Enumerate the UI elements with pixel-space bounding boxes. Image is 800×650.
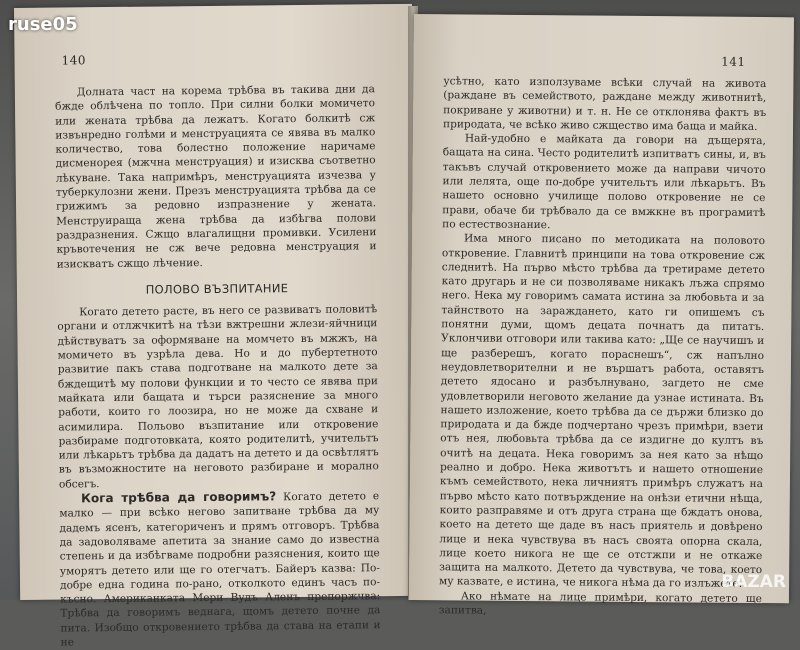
right-page-text (439, 74, 767, 620)
left-page-text (55, 82, 381, 650)
run-in-question: Кога трѣбва да говоримъ? (81, 489, 277, 506)
section-heading: ПОЛОВО ВЪЗПИТАНИЕ (145, 281, 289, 297)
paragraph-who-talks: Най-удобно е майката да говори на дъщерята, бащата на сина. Често родителитѣ изпитватъ сины, и, въ такъвъ случай откровението може да направи чичото или лелята, още по-добре учительтъ или лѣкарьтъ. Въ нашето основно училище полово откровение не се прави, обаче би трѣбвало да се вмжкне въ програмитѣ по естествознание. (442, 132, 766, 232)
paragraph-when-to-talk (59, 488, 381, 650)
watermark-bottom: BAZAR (721, 572, 786, 592)
paragraph-no-examples: Ако нѣмате на лице примѣри, когато детето ще запитва, (438, 590, 762, 617)
watermark-top: ruse05 (8, 14, 78, 35)
paragraph-when-to-talk-body: Когато детето е малко — при всѣко негово запитване трѣбва да му дадемъ ясенъ, категориченъ и прямъ отговоръ. Трѣбва да задоволяваме апетита за знание само до известна степень и да избѣгваме подробни разяснения, които ще уморятъ детето или ще го отегчатъ. Байеръ казва: По-добре една година по-рано, отколкото единъ часъ по-късно. Американката Мери Вудъ Аленъ препоржчва: Трѣбва да говоримъ веднага, щомъ детето почне да пита. Изобщо откровението трѣбва да става на етапи и не (59, 490, 381, 649)
paragraph-sex-education: Когато детето расте, въ него се развиватъ половитѣ органи и отлжчкитѣ на тѣзи вжтрешни жлези-яйчници дѣйствуватъ за оформяване на момчето въ мжжъ, на момичето въ узрѣла дева. Но и до пубертетното развитие пакъ става подготване на малкото дете за бждещитѣ му полови функции и то често се явява при майката или бащата и търси разяснение за много работи, които го лоозира, но не може да схване и асимилира. Польово възпитание или откровение разбираме подготовката, която родителитѣ, учительтъ или лѣкарьтъ трѣбва да дадатъ на детето и да освѣтлятъ въ възможностите на неговото разбиране и морално обсегъ. (57, 303, 379, 491)
paragraph-continuation: усѣтно, като използуваме всѣки случай на живота (раждане въ семейството, раждане между животнитѣ, покриване у животни) и т. н. Не се отклонява фактъ въ природата, че всѣко живо сжщество има баща и майка. (442, 75, 767, 133)
paragraph-menstruation: Долната част на корема трѣбва въ такива дни да бжде облѣчена по топло. При силни болки момичето или жената трѣбва да лежатъ. Когато болкитѣ сж извънредно голѣми и менструацията се явява въ малко количество, това болестно положение наричаме дисменорея (мжчна менструация) и изисква съответно лѣкуване. Така напримѣръ, менструацията изчезва у туберкулозни жени. Презъ менструацията трѣбва да се грижимъ за редовно изпразнение у жената. Менструираща жена трѣбва да избѣгва полови раздразнения. Сжщо влагалищни промивки. Усилени кръвотечения не сж вече редовна менструация и изискватъ сжщо лѣчение. (54, 83, 377, 271)
right-page (409, 14, 794, 617)
left-page (14, 4, 418, 649)
page-number-left: 140 (61, 53, 87, 68)
page-number-right: 141 (721, 54, 746, 69)
paragraph-methodology: Има много писано по методиката на половото откровение. Главнитѣ принципи на това откровение сж следнитѣ. На първо мѣсто трѣбва да третираме детето като другарь и не си позволяваме никакъ лъжа спрямо него. Нека му говоримъ самата истина за любовьта и за тайнството на зараждането, като ги опишемъ съ понятни думи, щомъ децата почнатъ да питатъ. Уклончиви отговори или такива като: „Ще се научишъ и ще разберешъ, когато пораснешъ“, сж напълно неудовлетворителни и не вършатъ работа, оставятъ детето ядосано и разбълнувано, загдето не сме удовлетворили неговото желание да узнае истината. Въ нашето изложение, което трѣбва да се държи близко до природата и да бжде подчертано чрезъ примѣри, взети отъ нея, любовьта трѣбва да се издигне до култъ въ очитѣ на децата. Нека говоримъ за нея като за нѣщо реално и добро. Нека животътъ и нашето отношение къмъ семейството, нека личниятъ примѣръ служатъ на първо мѣсто като потвърждение на онѣзи етични нѣща, които разправяме и отъ друга страна ще бждатъ онова, което на детето ще даде въ насъ приятель и довѣрено лице и нека чувствува въ насъ своята опорна скала, лице което никога не ще се отстжпи и не откаже защита на малкото. Детето да чувствува, че това, което му казвате, е истина, че никога нѣма да го излъжете. (438, 232, 766, 591)
